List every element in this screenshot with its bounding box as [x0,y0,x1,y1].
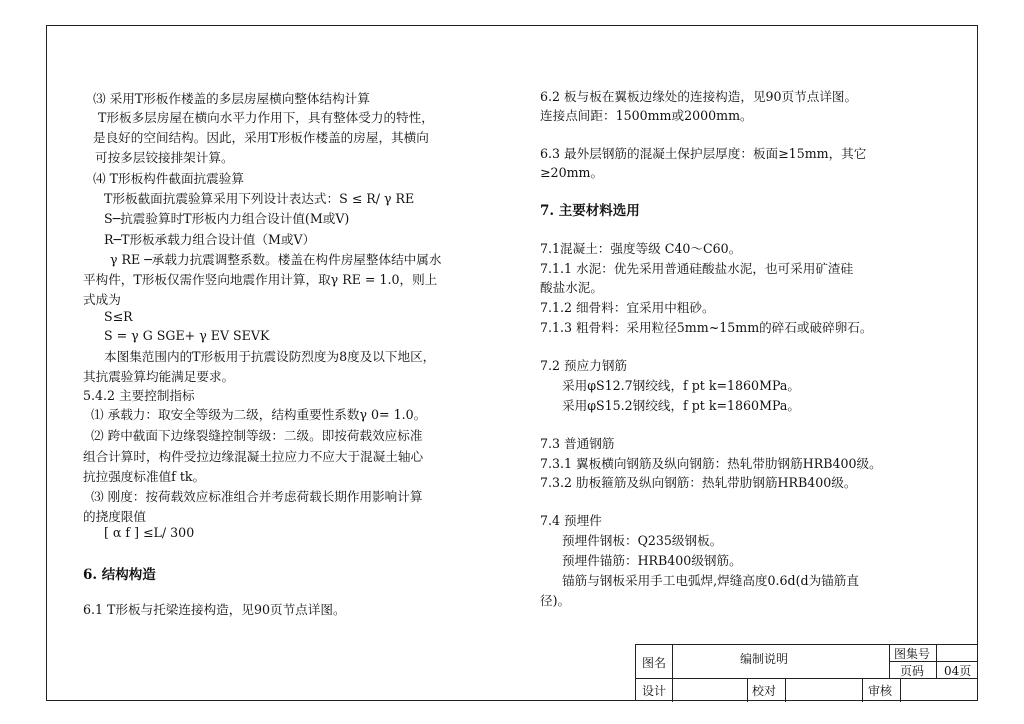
left-line: S = γ G SGE+ γ EV SEVK [104,328,270,343]
left-line: 6.1 T形板与托梁连接构造，见90页节点详图。 [83,602,346,617]
left-line: 式成为 [83,292,121,307]
title-block-divider [936,645,937,678]
right-line: 径)。 [540,593,571,608]
left-line: ⑶ 采用T形板作楼盖的多层房屋横向整体结构计算 [93,91,370,106]
right-line: 7.3.2 肋板箍筋及纵向钢筋：热轧带肋钢筋HRB400级。 [540,475,857,490]
right-line: 7.1.2 细骨料：宜采用中粗砂。 [540,300,715,315]
right-line: ≥20mm。 [540,165,604,180]
right-line: 预埋件钢板：Q235级钢板。 [562,533,723,548]
design-label: 设计 [642,684,667,698]
title-block-divider [747,678,748,702]
right-line: 7.1混凝土：强度等级 C40～C60。 [540,241,742,256]
left-line: ⑶ 刚度：按荷载效应标准组合并考虑荷载长期作用影响计算 [91,489,423,504]
right-line: 连接点间距：1500mm或2000mm。 [540,108,753,123]
left-line: R─T形板承载力组合设计值（M或V） [104,232,316,247]
drawing-title: 编制说明 [740,652,789,666]
right-line: 7.1.3 粗骨料：采用粒径5mm~15mm的碎石或破碎卵石。 [540,320,873,335]
title-block-divider [785,678,786,702]
right-line: 7.1.1 水泥：优先采用普通硅酸盐水泥，也可采用矿渣硅 [540,261,854,276]
title-block [635,644,978,701]
right-line: 7.3.1 翼板横向钢筋及纵向钢筋：热轧带肋钢筋HRB400级。 [540,456,882,471]
right-line: 6.2 板与板在翼板边缘处的连接构造，见90页节点详图。 [540,89,858,104]
left-line: [ α f ] ≤L/ 300 [104,525,195,540]
left-line: ⑴ 承载力：取安全等级为二级，结构重要性系数γ 0= 1.0。 [91,407,427,422]
left-line: 其抗震验算均能满足要求。 [83,369,235,384]
right-line: 采用φS15.2钢绞线，f pt k=1860MPa。 [562,398,800,413]
left-line: 可按多层铰接排架计算。 [95,150,234,165]
right-line: 6.3 最外层钢筋的混凝土保护层厚度：板面≥15mm，其它 [540,146,867,161]
check-label: 校对 [752,684,777,698]
atlas-number-label: 图集号 [894,647,931,661]
left-line: 5.4.2 主要控制指标 [83,388,195,403]
left-line: 是良好的空间结构。因此，采用T形板作楼盖的房屋，其横向 [93,130,429,145]
title-label: 图名 [642,656,667,670]
right-line: 7.3 普通钢筋 [540,436,615,451]
left-line: 平构件，T形板仅需作竖向地震作用计算，取γ RE = 1.0，则上 [83,272,438,287]
left-line: 组合计算时，构件受拉边缘混凝土拉应力不应大于混凝土轴心 [83,449,424,464]
left-line: 本图集范围内的T形板用于抗震设防烈度为8度及以下地区， [104,349,436,364]
left-line: S─抗震验算时T形板内力组合设计值(M或V) [104,211,350,226]
right-line: 预埋件锚筋：HRB400级钢筋。 [562,553,742,568]
left-line: 抗拉强度标准值f tk。 [83,469,206,484]
left-line: γ RE ─承载力抗震调整系数。楼盖在构件房屋整体结中属水 [110,252,442,267]
title-block-divider [672,645,673,702]
title-block-divider [889,645,890,678]
left-line: S≤R [104,309,133,324]
section-heading: 6. 结构构造 [83,567,156,583]
left-line: ⑵ 跨中截面下边缘裂缝控制等级：二级。即按荷载效应标准 [91,428,423,443]
right-line: 7.2 预应力钢筋 [540,358,628,373]
left-line: T形板截面抗震验算采用下列设计表达式：S ≤ R/ γ RE [104,191,415,206]
left-line: 的挠度限值 [83,509,146,524]
right-line: 酸盐水泥。 [540,280,603,295]
page-value: 04页 [944,664,972,678]
left-line: T形板多层房屋在横向水平力作用下，具有整体受力的特性， [98,110,434,125]
right-line: 7.4 预埋件 [540,513,602,528]
left-line: ⑷ T形板构件截面抗震验算 [93,171,244,186]
page-label: 页码 [900,664,925,678]
section-heading: 7. 主要材料选用 [540,203,640,219]
title-block-divider [636,678,977,679]
title-block-divider [862,678,863,702]
right-line: 锚筋与钢板采用手工电弧焊,焊缝高度0.6d(d为锚筋直 [562,573,859,588]
review-label: 审核 [868,684,893,698]
right-line: 采用φS12.7钢绞线，f pt k=1860MPa。 [562,378,800,393]
title-block-divider [900,678,901,702]
